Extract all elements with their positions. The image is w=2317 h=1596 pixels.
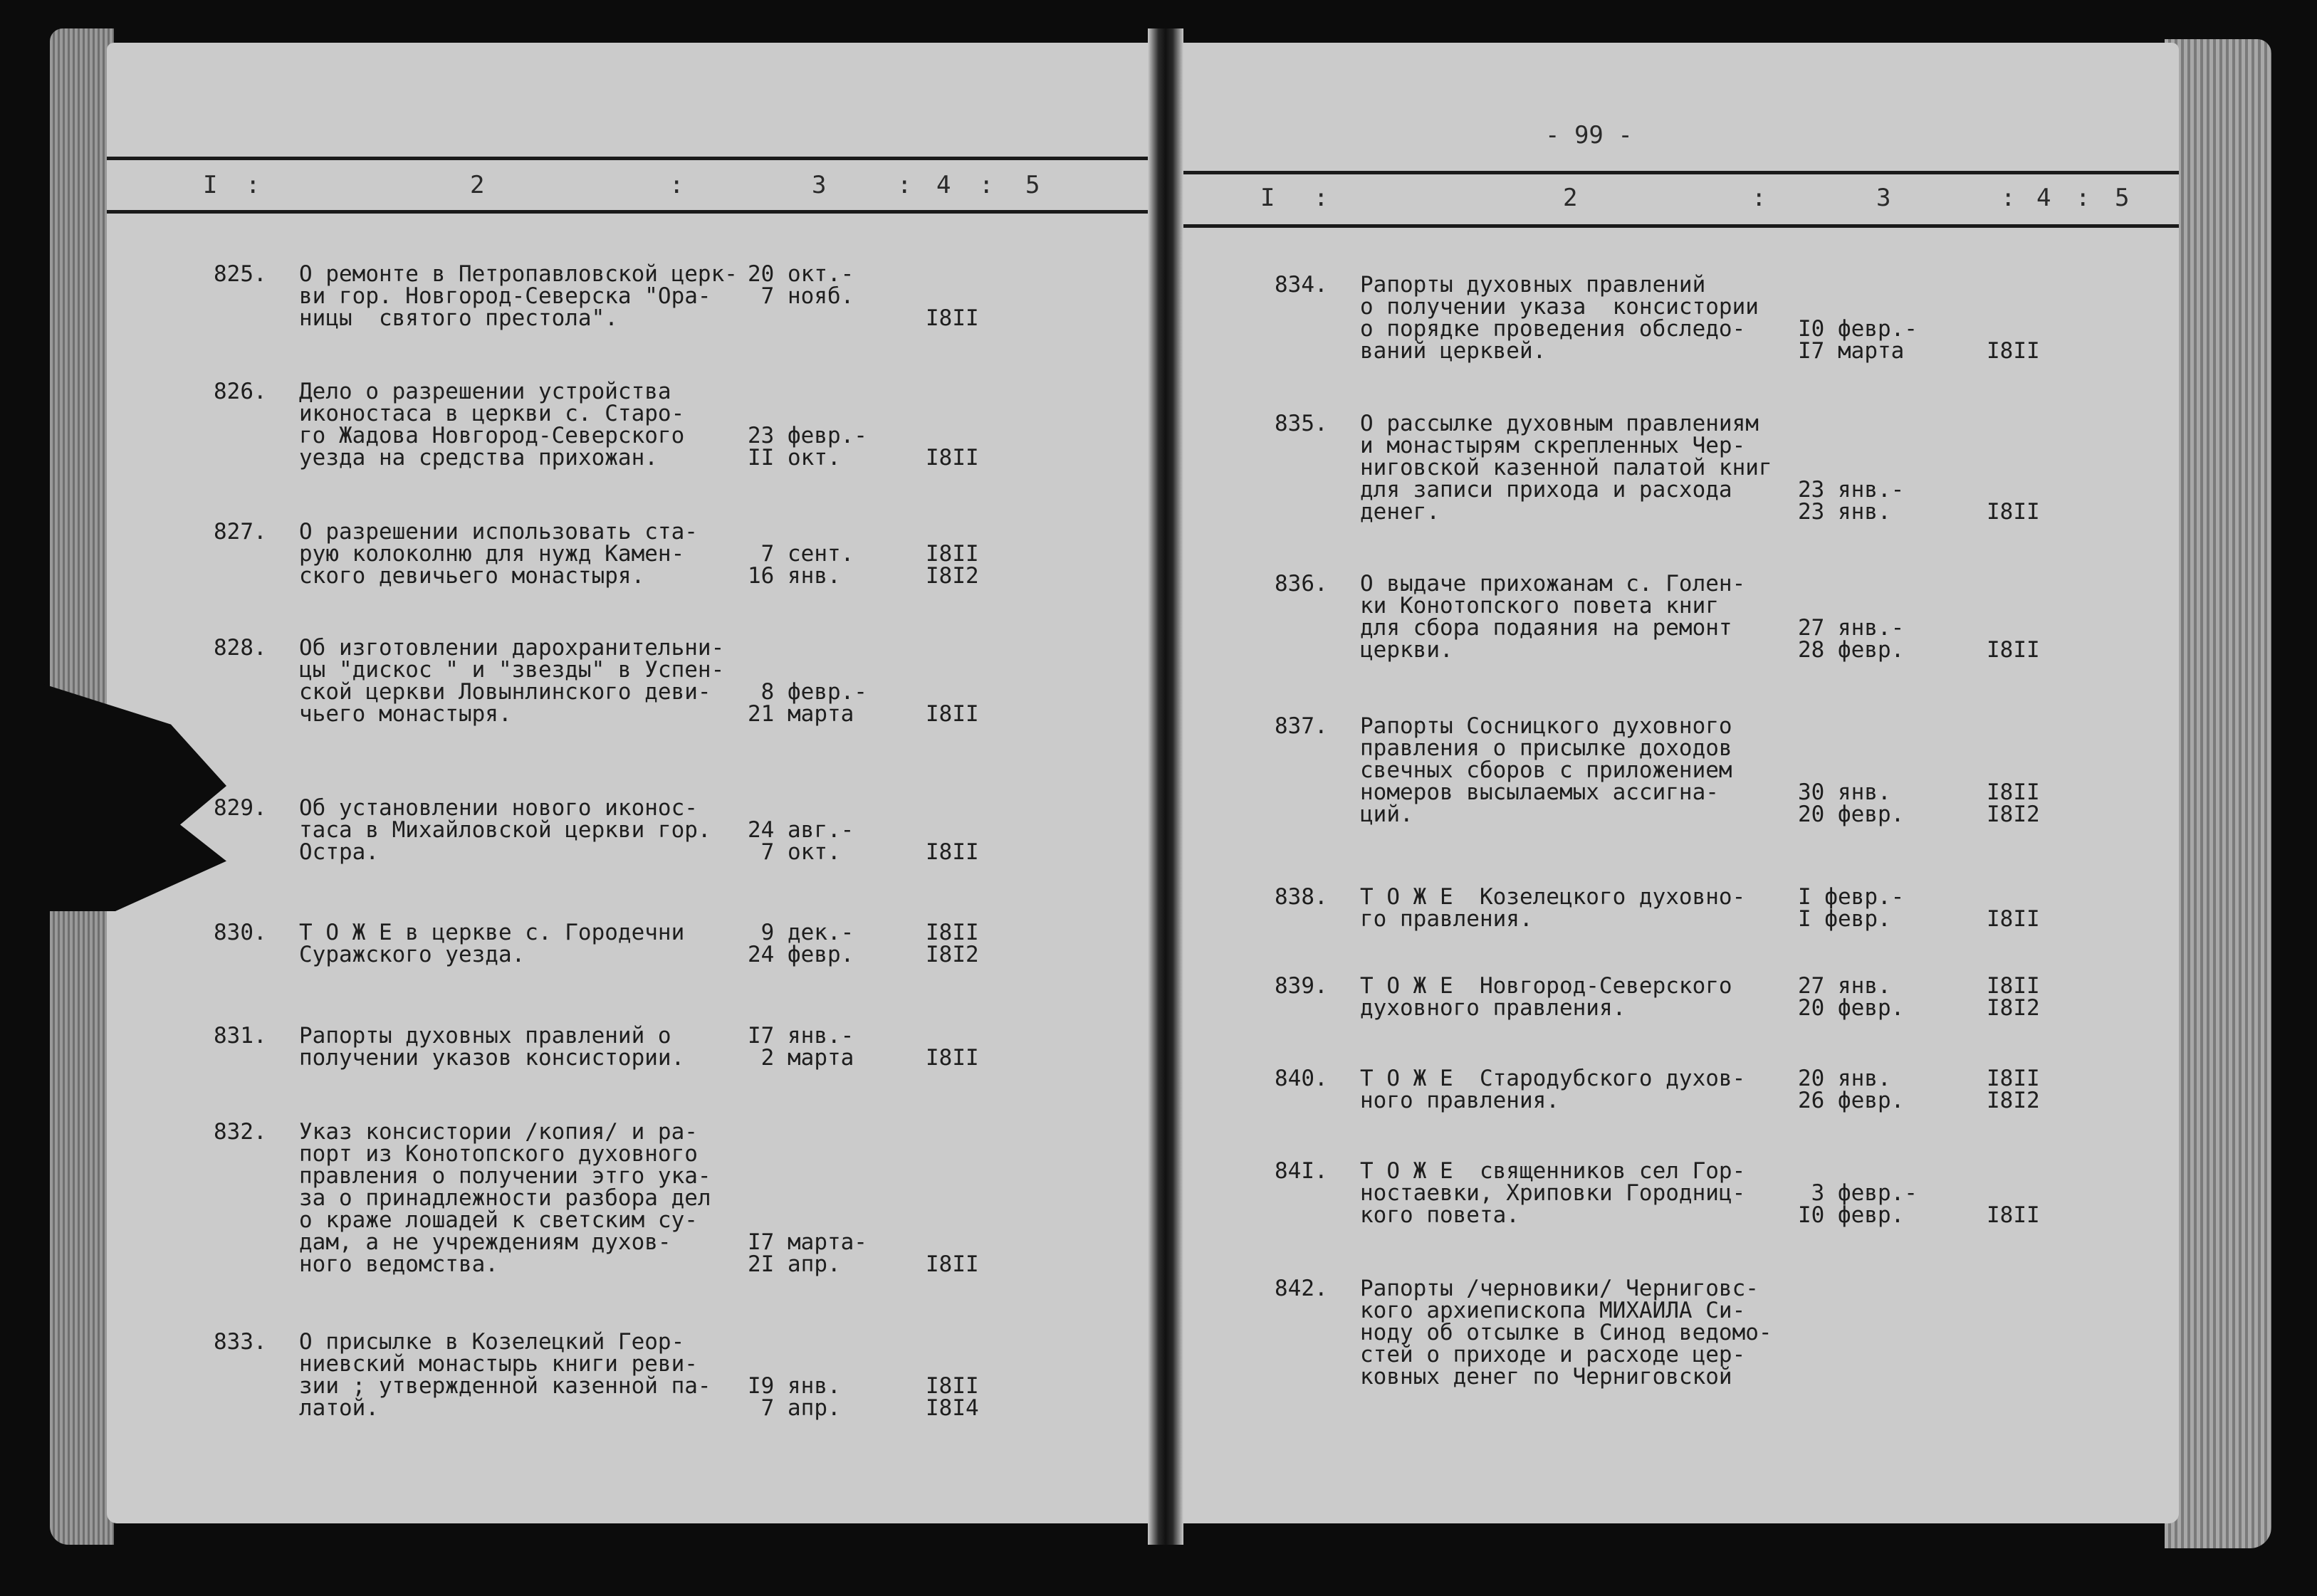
column-header-1: I bbox=[203, 171, 218, 199]
entry-years: I8II bbox=[1987, 499, 2040, 525]
entry-number: 835. bbox=[1275, 411, 1328, 436]
entry-description: О ремонте в Петропавловской церк- ви гор. Новгород-Северска "Ора- ницы святого престола". bbox=[299, 261, 738, 331]
entry-description: Т О Ж Е в церкве с. Городечни Суражского уезда. bbox=[299, 920, 685, 967]
entry-description: Рапорты духовных правлений о получении указа консистории о порядке проведения обследо- ваний церквей. bbox=[1360, 272, 1759, 364]
entry-years: I8II bbox=[1987, 338, 2040, 364]
entry-years: I8II I8I2 bbox=[926, 920, 979, 967]
entry-description: Рапорты духовных правлений о получении указов консистории. bbox=[299, 1023, 685, 1071]
entry-dates: I7 янв.- 2 марта bbox=[748, 1023, 854, 1071]
column-header-5: 5 bbox=[2115, 184, 2130, 212]
entry-description: Рапорты Сосницкого духовного правления о присылке доходов свечных сборов с приложением номеров высылаемых ассигна- ций. bbox=[1360, 713, 1732, 827]
entry-number: 831. bbox=[214, 1023, 267, 1049]
entry-number: 834. bbox=[1275, 272, 1328, 298]
page-number: - 99 - bbox=[1545, 121, 1633, 149]
entry-description: О присылке в Козелецкий Геор- ниевский монастырь книги реви- зии ; утвержденной казенной па- латой. bbox=[299, 1329, 711, 1421]
entry-description: Об изготовлении дарохранительни- цы "дискос " и "звезды" в Успен- ской церкви Ловынлинского деви- чьего монастыря. bbox=[299, 635, 725, 727]
entry-years: I8II I8I2 bbox=[1987, 973, 2040, 1021]
entry-number: 825. bbox=[214, 261, 267, 287]
entry-years: I8II bbox=[1987, 637, 2040, 663]
entry-dates: I0 февр.- I7 марта bbox=[1798, 316, 1918, 364]
column-header-1: I bbox=[1260, 184, 1275, 212]
header-rule-top bbox=[1175, 171, 2179, 174]
entry-description: О разрешении использовать ста- рую колоколню для нужд Камен- ского девичьего монастыря. bbox=[299, 519, 698, 589]
entry-years: I8II I8I2 bbox=[1987, 779, 2040, 827]
entry-description: Рапорты /черновики/ Черниговс- кого архиепископа МИХАИЛА Си- ноду об отсылке в Синод ведомо- стей о приходе и расходе цер- ковных денег по Черниговской bbox=[1360, 1276, 1772, 1390]
book-page-edges-right bbox=[2165, 39, 2271, 1548]
entry-description: О рассылке духовным правлениям и монастырям скрепленных Чер- ниговской казенной палатой книг для записи прихода и расхода денег. bbox=[1360, 411, 1772, 525]
entry-number: 827. bbox=[214, 519, 267, 545]
entry-number: 840. bbox=[1275, 1066, 1328, 1091]
column-header-4: 4 bbox=[2036, 184, 2051, 212]
right-page bbox=[1175, 43, 2179, 1523]
book-gutter bbox=[1148, 28, 1183, 1545]
entry-dates: 20 янв. 26 февр. bbox=[1798, 1066, 1905, 1113]
entry-number: 838. bbox=[1275, 884, 1328, 910]
header-rule-bottom bbox=[107, 210, 1157, 214]
column-header-3: 3 bbox=[812, 171, 827, 199]
column-header-5: 5 bbox=[1025, 171, 1040, 199]
entry-number: 833. bbox=[214, 1329, 267, 1355]
column-header-2: 2 bbox=[1563, 184, 1578, 212]
entry-description: Т О Ж Е Стародубского духов- ного правления. bbox=[1360, 1066, 1746, 1113]
header-rule-bottom bbox=[1175, 224, 2179, 228]
entry-dates: 9 дек.- 24 февр. bbox=[748, 920, 854, 967]
entry-years: I8II bbox=[926, 1045, 979, 1071]
entry-number: 836. bbox=[1275, 571, 1328, 597]
entry-description: Т О Ж Е священников сел Гор- ностаевки, Хриповки Городниц- кого повета. bbox=[1360, 1158, 1746, 1228]
entry-dates: 23 февр.- II окт. bbox=[748, 423, 867, 471]
entry-number: 828. bbox=[214, 635, 267, 661]
entry-number: 839. bbox=[1275, 973, 1328, 999]
entry-years: I8II bbox=[926, 445, 979, 471]
entry-description: Указ консистории /копия/ и ра- порт из Конотопского духовного правления о получении этго ука- за о принадлежности разбора дел о краже лошадей к светским су- дам, а не учреждениям духов- ного ведомства. bbox=[299, 1119, 711, 1277]
entry-description: Об установлении нового иконос- таса в Михайловской церкви гор. Остра. bbox=[299, 795, 711, 865]
column-separator: : bbox=[1752, 184, 1767, 212]
column-header-3: 3 bbox=[1876, 184, 1891, 212]
entry-number: 832. bbox=[214, 1119, 267, 1145]
column-separator: : bbox=[669, 171, 684, 199]
entry-description: Т О Ж Е Козелецкого духовно- го правления. bbox=[1360, 884, 1746, 932]
entry-years: I8II bbox=[926, 701, 979, 727]
column-separator: : bbox=[979, 171, 994, 199]
left-page bbox=[107, 43, 1157, 1523]
entry-years: I8II bbox=[1987, 1202, 2040, 1228]
entry-dates: 20 окт.- 7 нояб. bbox=[748, 261, 854, 309]
entry-dates: 27 янв. 20 февр. bbox=[1798, 973, 1905, 1021]
header-rule-top bbox=[107, 157, 1157, 160]
column-separator: : bbox=[2001, 184, 2016, 212]
entry-dates: I9 янв. 7 апр. bbox=[748, 1373, 841, 1421]
column-separator: : bbox=[2076, 184, 2091, 212]
column-header-2: 2 bbox=[470, 171, 485, 199]
column-separator: : bbox=[1314, 184, 1329, 212]
entry-number: 829. bbox=[214, 795, 267, 821]
entry-years: I8II I8I2 bbox=[1987, 1066, 2040, 1113]
entry-dates: 30 янв. 20 февр. bbox=[1798, 779, 1905, 827]
entry-dates: 24 авг.- 7 окт. bbox=[748, 817, 854, 865]
entry-description: О выдаче прихожанам с. Голен- ки Конотопского повета книг для сбора подаяния на ремонт церкви. bbox=[1360, 571, 1746, 663]
entry-description: Дело о разрешении устройства иконостаса в церкви с. Старо- го Жадова Новгород-Северского уезда на средства прихожан. bbox=[299, 379, 685, 471]
entry-dates: 3 февр.- I0 февр. bbox=[1798, 1180, 1918, 1228]
entry-years: I8II bbox=[926, 839, 979, 865]
entry-years: I8II I8I4 bbox=[926, 1373, 979, 1421]
entry-years: I8II I8I2 bbox=[926, 541, 979, 589]
entry-number: 826. bbox=[214, 379, 267, 404]
column-header-4: 4 bbox=[936, 171, 951, 199]
entry-dates: I февр.- I февр. bbox=[1798, 884, 1905, 932]
entry-years: I8II bbox=[926, 305, 979, 331]
entry-years: I8II bbox=[1987, 906, 2040, 932]
entry-number: 837. bbox=[1275, 713, 1328, 739]
column-separator: : bbox=[246, 171, 261, 199]
entry-dates: 7 сент. 16 янв. bbox=[748, 541, 854, 589]
entry-years: I8II bbox=[926, 1251, 979, 1277]
column-separator: : bbox=[897, 171, 912, 199]
entry-dates: 8 февр.- 21 марта bbox=[748, 679, 867, 727]
entry-description: Т О Ж Е Новгород-Северского духовного правления. bbox=[1360, 973, 1732, 1021]
entry-number: 842. bbox=[1275, 1276, 1328, 1301]
entry-number: 84I. bbox=[1275, 1158, 1328, 1184]
entry-dates: 27 янв.- 28 февр. bbox=[1798, 615, 1905, 663]
entry-dates: 23 янв.- 23 янв. bbox=[1798, 477, 1905, 525]
entry-number: 830. bbox=[214, 920, 267, 945]
entry-dates: I7 марта- 2I апр. bbox=[748, 1229, 867, 1277]
